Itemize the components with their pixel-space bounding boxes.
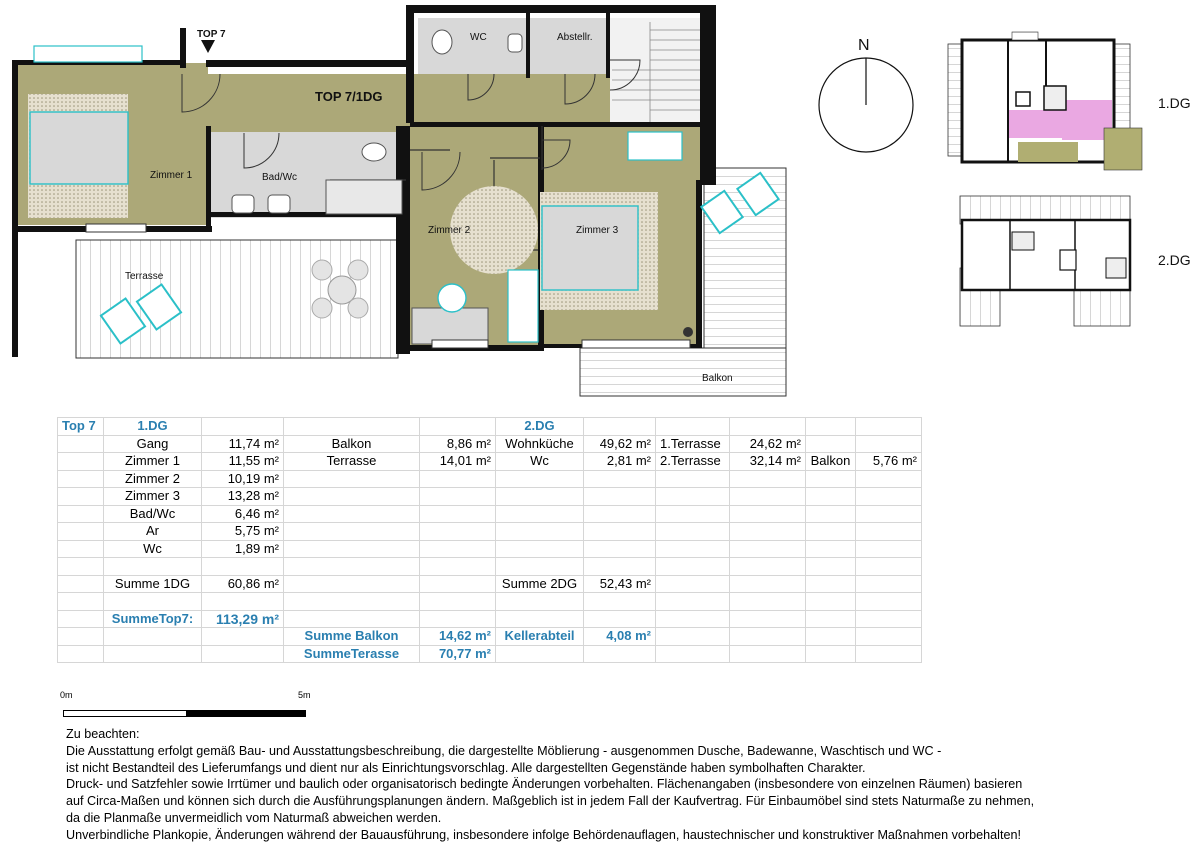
room-area: 13,28 m² xyxy=(202,488,284,506)
room-label-abstell: Abstellr. xyxy=(557,32,593,43)
area-table xyxy=(57,417,922,663)
outdoor-area-2dg: 24,62 m² xyxy=(730,435,806,453)
room-area: 1,89 m² xyxy=(202,540,284,558)
room-name: Gang xyxy=(104,435,202,453)
scale-bar xyxy=(58,690,311,720)
room-name: Bad/Wc xyxy=(104,505,202,523)
outdoor-area: 8,86 m² xyxy=(420,435,496,453)
sum-2dg-label: Summe 2DG xyxy=(496,575,584,593)
room-area: 6,46 m² xyxy=(202,505,284,523)
balcony-area-bottom xyxy=(580,348,786,396)
wc-sink xyxy=(508,34,522,52)
room-name: Ar xyxy=(104,523,202,541)
window-zimmer3 xyxy=(582,340,690,348)
note-line: Druck- und Satzfehler sowie Irrtümer und baulich oder organisatorisch bedingte Änderungen vorbehalten. Flächenangaben (insbesondere von einzelnen Räumen) basieren xyxy=(66,777,1023,792)
scale-start-label: 0m xyxy=(60,690,73,700)
note-line: Unverbindliche Plankopie, Änderungen während der Bauausführung, insbesondere infolge Behördenauflagen, haustechnischer und konstruktiver Maßnahmen vorbehalten! xyxy=(66,827,1021,842)
outdoor-name: Balkon xyxy=(284,435,420,453)
table-2dg-label: 2.DG xyxy=(496,418,584,436)
sum-1dg-value: 60,86 m² xyxy=(202,575,284,593)
room-name: Zimmer 1 xyxy=(104,453,202,471)
toilet-bath xyxy=(362,143,386,161)
sum-balkon-value: 14,62 m² xyxy=(420,628,496,646)
table-row xyxy=(58,593,922,611)
sink-1 xyxy=(232,195,254,213)
window-zimmer2 xyxy=(432,340,488,348)
keller-label: Kellerabteil xyxy=(496,628,584,646)
note-line: da die Planmaße unvermeidlich vom Naturmaß abweichen werden. xyxy=(66,810,442,825)
table-row xyxy=(58,470,922,488)
room-name-2dg: Wohnküche xyxy=(496,435,584,453)
storage-room xyxy=(530,18,610,74)
room-area: 11,55 m² xyxy=(202,453,284,471)
room-area: 11,74 m² xyxy=(202,435,284,453)
scale-bar-white xyxy=(63,710,188,717)
table-row xyxy=(58,645,922,663)
sum-1dg-label: Summe 1DG xyxy=(104,575,202,593)
table-row xyxy=(58,453,922,471)
sum-terasse-label: SummeTerasse xyxy=(284,645,420,663)
chair-2 xyxy=(438,284,466,312)
window-zimmer1 xyxy=(86,224,146,232)
room-label-balkon: Balkon xyxy=(702,373,733,384)
toilet-wc xyxy=(432,30,452,54)
wardrobe-2 xyxy=(508,270,538,342)
room-label-zimmer1: Zimmer 1 xyxy=(150,170,193,181)
room-name: Zimmer 2 xyxy=(104,470,202,488)
room-label-zimmer2: Zimmer 2 xyxy=(428,225,471,236)
sum-balkon-label: Summe Balkon xyxy=(284,628,420,646)
room-area: 5,75 m² xyxy=(202,523,284,541)
room-area-2dg: 2,81 m² xyxy=(584,453,656,471)
room-name-2dg: Wc xyxy=(496,453,584,471)
outdoor-name: Terrasse xyxy=(284,453,420,471)
key-plan-1dg-label: 1.DG xyxy=(1158,95,1191,111)
room-name: Zimmer 3 xyxy=(104,488,202,506)
entry-arrow-icon xyxy=(201,40,215,53)
table-row xyxy=(58,435,922,453)
sum-terasse-value: 70,77 m² xyxy=(420,645,496,663)
room-area-2dg: 49,62 m² xyxy=(584,435,656,453)
sink-2 xyxy=(268,195,290,213)
table-1dg-label: 1.DG xyxy=(104,418,202,436)
notes-block xyxy=(66,726,1166,844)
outdoor-name-2dg: 2.Terrasse xyxy=(656,453,730,471)
room-label-zimmer3: Zimmer 3 xyxy=(576,225,619,236)
outdoor-name-2dg: 1.Terrasse xyxy=(656,435,730,453)
table-row xyxy=(58,558,922,576)
wardrobe-3 xyxy=(628,132,682,160)
desk-2 xyxy=(412,308,488,344)
sum-top-label: SummeTop7: xyxy=(104,610,202,628)
table-row xyxy=(58,488,922,506)
table-row xyxy=(58,575,922,593)
room-label-terrasse: Terrasse xyxy=(125,271,164,282)
table-row xyxy=(58,628,922,646)
outdoor-area: 14,01 m² xyxy=(420,453,496,471)
entry-label: TOP 7 xyxy=(197,29,226,40)
wardrobe-1 xyxy=(34,46,142,62)
bathtub xyxy=(326,180,402,214)
floor-plan xyxy=(0,0,1200,412)
scale-end-label: 5m xyxy=(298,690,311,700)
compass-north-label: N xyxy=(858,37,870,54)
plant xyxy=(683,327,693,337)
table-row xyxy=(58,540,922,558)
table-top-label: Top 7 xyxy=(58,418,104,436)
note-line: ist nicht Bestandteil des Lieferumfangs und dient nur als Einrichtungsvorschlag. Alle dargestellten Gegenstände haben symbolhaften Charakter. xyxy=(66,760,866,775)
key-plan-2dg-label: 2.DG xyxy=(1158,252,1191,268)
bed-1-frame xyxy=(30,112,128,184)
key-plan-1dg xyxy=(948,32,1142,170)
outdoor-extra-area: 5,76 m² xyxy=(856,453,922,471)
outdoor-area-2dg: 32,14 m² xyxy=(730,453,806,471)
sum-top-value: 113,29 m² xyxy=(202,610,284,628)
note-line: Die Ausstattung erfolgt gemäß Bau- und Ausstattungsbeschreibung, die dargestellte Möblierung - ausgenommen Dusche, Badewanne, Waschtisch und WC - xyxy=(66,743,942,758)
table-row xyxy=(58,523,922,541)
table-row xyxy=(58,418,922,436)
note-line: Zu beachten: xyxy=(66,727,140,741)
table-row xyxy=(58,505,922,523)
room-name: Wc xyxy=(104,540,202,558)
room-area: 10,19 m² xyxy=(202,470,284,488)
keller-value: 4,08 m² xyxy=(584,628,656,646)
room-label-wc: WC xyxy=(470,32,487,43)
room-label-bad: Bad/Wc xyxy=(262,172,298,183)
outdoor-extra-name: Balkon xyxy=(806,453,856,471)
apartment-label: TOP 7/1DG xyxy=(315,89,383,104)
note-line: auf Circa-Maßen und können sich durch die Ausführungsplanungen ändern. Maßgeblich ist in jedem Fall der Kaufvertrag. Für Einbaumöbel sind stets Naturmaße zu nehmen, xyxy=(66,794,1035,809)
table-row xyxy=(58,610,922,628)
bed-3-frame xyxy=(542,206,638,290)
scale-bar-black xyxy=(186,710,306,717)
sum-2dg-value: 52,43 m² xyxy=(584,575,656,593)
key-plan-2dg xyxy=(960,196,1130,326)
